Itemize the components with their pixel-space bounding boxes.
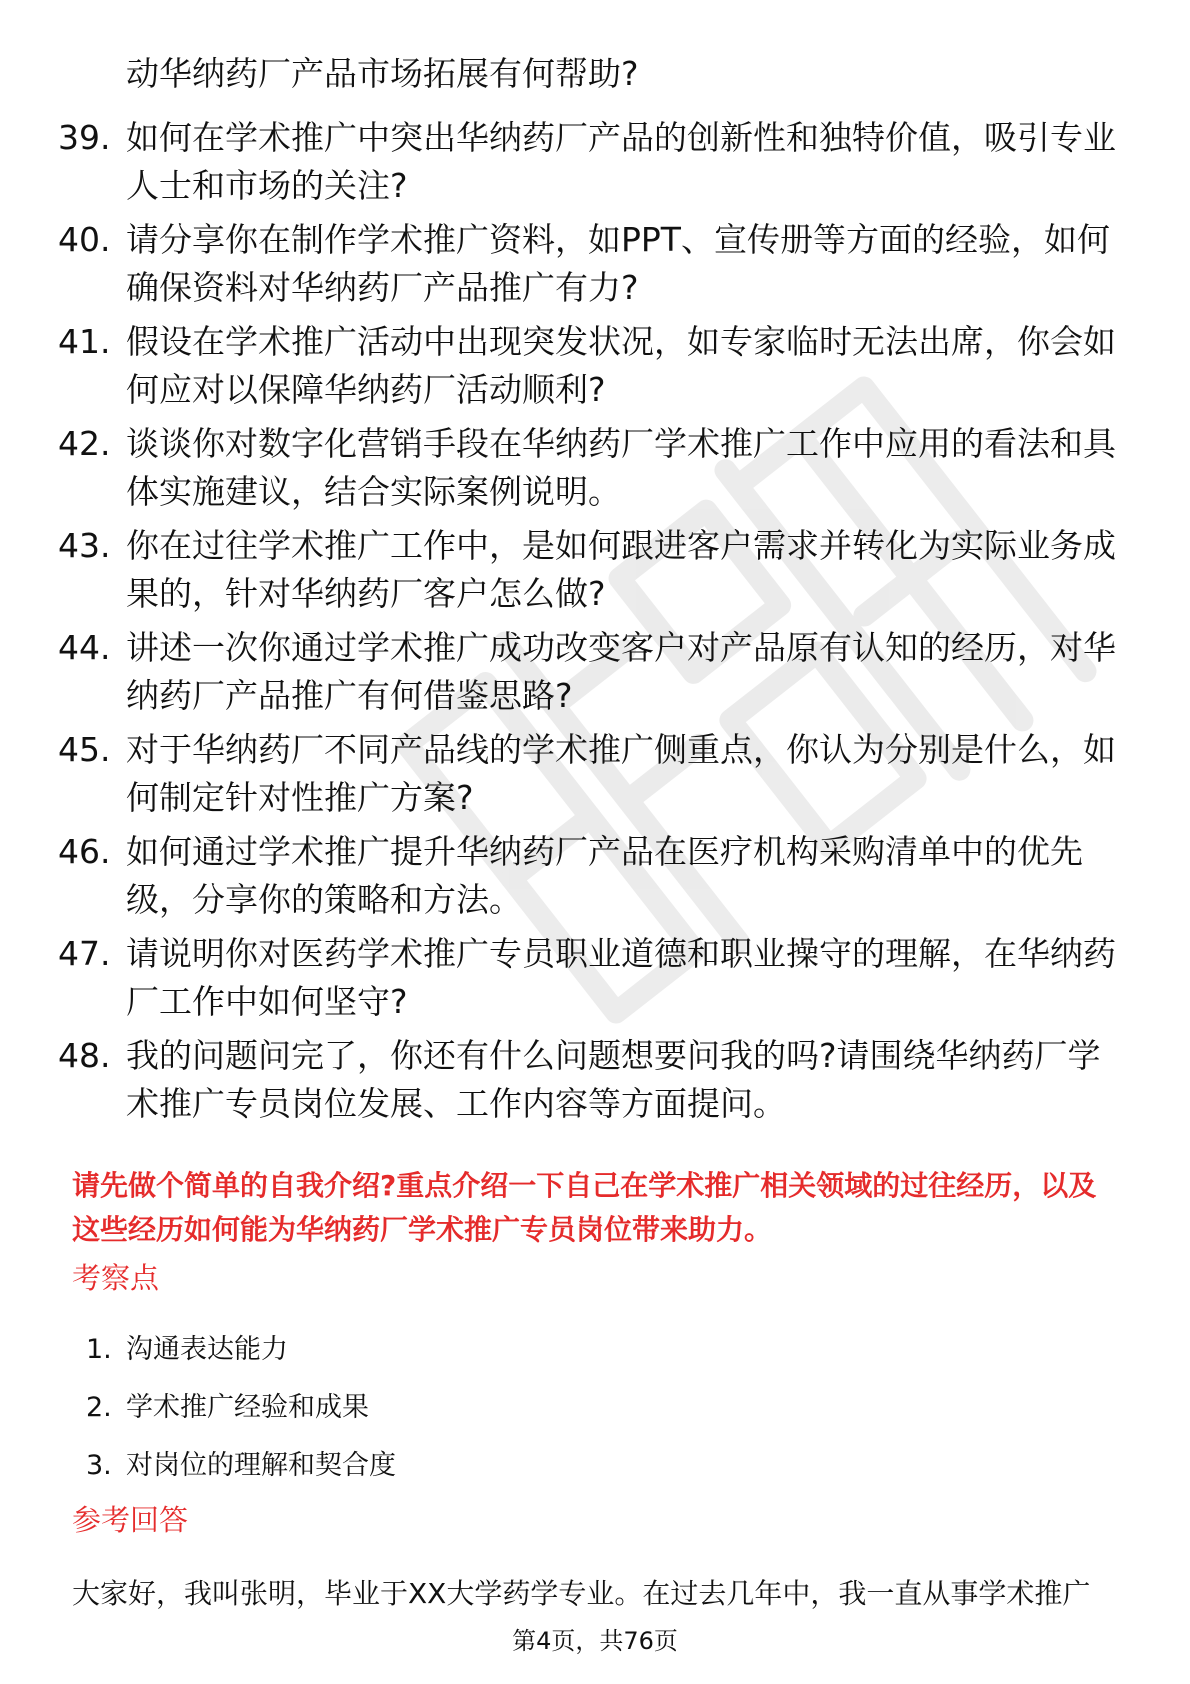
question-number: 40. [58, 220, 111, 259]
list-item [58, 726, 1138, 828]
item-text: 学术推广经验和成果 [126, 1392, 369, 1423]
question-text: 请分享你在制作学术推广资料，如PPT、宣传册等方面的经验，如何确保资料对华纳药厂产品推广有力? [126, 220, 1110, 307]
list-item [58, 930, 1138, 1032]
list-item [58, 420, 1138, 522]
reference-answer-text: 大家好，我叫张明，毕业于XX大学药学专业。在过去几年中，我一直从事学术推广 [72, 1577, 1091, 1610]
list-item [58, 624, 1138, 726]
item-number: 3. [86, 1450, 112, 1481]
question-text: 谈谈你对数字化营销手段在华纳药厂学术推广工作中应用的看法和具体实施建议，结合实际案例说明。 [126, 424, 1116, 511]
list-item [58, 1032, 1138, 1134]
question-number: 44. [58, 628, 111, 667]
item-number: 2. [86, 1392, 112, 1423]
list-item [58, 216, 1138, 318]
question-number: 45. [58, 730, 111, 769]
question-number: 47. [58, 934, 111, 973]
assessment-title: 考察点 [72, 1261, 160, 1295]
question-list [58, 114, 1138, 1134]
list-item [58, 318, 1138, 420]
question-text: 请说明你对医药学术推广专员职业道德和职业操守的理解，在华纳药厂工作中如何坚守? [126, 934, 1116, 1021]
question-text: 对于华纳药厂不同产品线的学术推广侧重点，你认为分别是什么，如何制定针对性推广方案? [126, 730, 1116, 817]
question-text: 假设在学术推广活动中出现突发状况，如专家临时无法出席，你会如何应对以保障华纳药厂活动顺利? [126, 322, 1116, 409]
question-number: 43. [58, 526, 111, 565]
question-text: 你在过往学术推广工作中，是如何跟进客户需求并转化为实际业务成果的，针对华纳药厂客户怎么做? [126, 526, 1116, 613]
list-item [58, 522, 1138, 624]
question-number: 48. [58, 1036, 111, 1075]
question-number: 39. [58, 118, 111, 157]
continued-question-text: 动华纳药厂产品市场拓展有何帮助? [126, 54, 639, 93]
list-item [58, 114, 1138, 216]
question-number: 42. [58, 424, 111, 463]
list-item [58, 828, 1138, 930]
reference-title: 参考回答 [72, 1503, 189, 1537]
question-text: 如何通过学术推广提升华纳药厂产品在医疗机构采购清单中的优先级，分享你的策略和方法。 [126, 832, 1083, 919]
question-number: 41. [58, 322, 111, 361]
item-text: 沟通表达能力 [126, 1334, 288, 1365]
item-number: 1. [86, 1334, 112, 1365]
question-text: 我的问题问完了，你还有什么问题想要问我的吗?请围绕华纳药厂学术推广专员岗位发展、工作内容等方面提问。 [126, 1036, 1101, 1123]
page-number: 第4页，共76页 [512, 1627, 678, 1655]
item-text: 对岗位的理解和契合度 [126, 1450, 396, 1481]
question-text: 如何在学术推广中突出华纳药厂产品的创新性和独特价值，吸引专业人士和市场的关注? [126, 118, 1116, 205]
highlight-question: 请先做个简单的自我介绍?重点介绍一下自己在学术推广相关领域的过往经历，以及这些经历如何能为华纳药厂学术推广专员岗位带来助力。 [72, 1169, 1097, 1246]
question-number: 46. [58, 832, 111, 871]
question-text: 讲述一次你通过学术推广成功改变客户对产品原有认知的经历，对华纳药厂产品推广有何借鉴思路? [126, 628, 1116, 715]
